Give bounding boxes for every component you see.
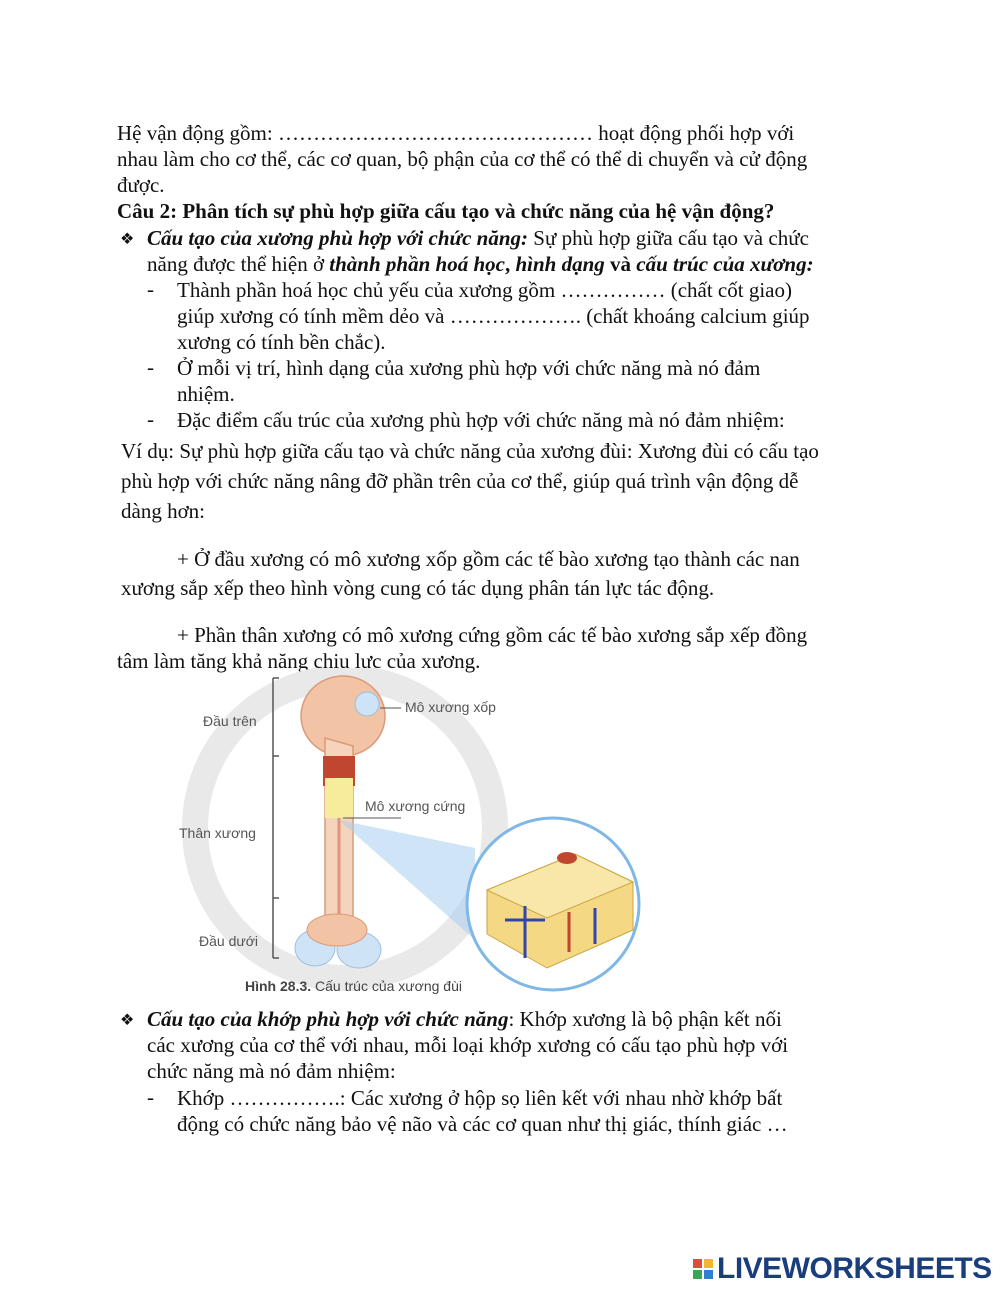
joint-heading-rest: : Khớp xương là bộ phận kết nối — [508, 1007, 782, 1031]
bone-bullet-1-line-3: xương có tính bền chắc). — [177, 330, 386, 354]
bone-line2-start: năng được thể hiện ở — [147, 252, 330, 276]
label-spongy-bone: Mô xương xốp — [405, 699, 496, 715]
separator: , — [504, 252, 516, 276]
figure-caption-text: Cấu trúc của xương đùi — [311, 978, 462, 994]
example-line-1: Ví dụ: Sự phù hợp giữa cấu tạo và chức năng của xương đùi: Xương đùi có cấu tạo — [121, 439, 819, 463]
figure-caption-number: Hình 28.3. — [245, 978, 312, 994]
joint-heading: Cấu tạo của khớp phù hợp với chức năng — [147, 1007, 509, 1031]
logo-blocks-icon — [693, 1259, 713, 1279]
example-line-2: phù hợp với chức năng nâng đỡ phần trên của cơ thể, giúp quá trình vận động dễ — [121, 469, 799, 493]
plus-2-line-2: tâm làm tăng khả năng chịu lực của xương. — [117, 649, 481, 673]
dash-bullet: - — [147, 1085, 154, 1109]
plus-1-line-2: xương sắp xếp theo hình vòng cung có tác dụng phân tán lực tác động. — [121, 576, 715, 600]
bone-heading-line-2 — [147, 251, 814, 277]
bone-heading: Cấu tạo của xương phù hợp với chức năng: — [147, 226, 529, 250]
intro-line-2: nhau làm cho cơ thể, các cơ quan, bộ phận của cơ thể có thể di chuyển và cử động — [117, 147, 808, 171]
joint-bullet-1-line-2: động có chức năng bảo vệ não và các cơ quan như thị giác, thính giác … — [177, 1112, 788, 1136]
joint-line-2: các xương của cơ thể với nhau, mỗi loại khớp xương có cấu tạo phù hợp với — [147, 1033, 789, 1057]
diamond-bullet-icon: ❖ — [120, 231, 135, 248]
and-word: và — [604, 252, 637, 276]
bone-bullet-2-line-1: Ở mỗi vị trí, hình dạng của xương phù hợp với chức năng mà nó đảm — [177, 356, 761, 380]
diamond-bullet-icon: ❖ — [120, 1012, 135, 1029]
bone-bullet-3: Đặc điểm cấu trúc của xương phù hợp với chức năng mà nó đảm nhiệm: — [177, 408, 785, 432]
shape-term: hình dạng — [515, 252, 605, 276]
structure-term: cấu trúc của xương: — [636, 252, 814, 276]
plus-1-line-1: + Ở đầu xương có mô xương xốp gồm các tế bào xương tạo thành các nan — [177, 547, 800, 571]
bone-bullet-1-line-1: Thành phần hoá học chủ yếu của xương gồm …………… (chất cốt giao) — [177, 278, 792, 302]
label-lower-end: Đầu dưới — [199, 933, 259, 949]
dash-bullet: - — [147, 277, 154, 301]
intro-line-3: được. — [117, 173, 165, 197]
intro-line-1: Hệ vận động gồm: ……………………………………… hoạt động phối hợp với — [117, 121, 795, 145]
bone-heading-rest: Sự phù hợp giữa cấu tạo và chức — [528, 226, 809, 250]
joint-heading-line — [147, 1006, 782, 1032]
bone-bullet-2-line-2: nhiệm. — [177, 382, 235, 406]
bone-heading-line — [147, 225, 809, 251]
figure-caption — [245, 978, 462, 994]
liveworksheets-logo — [693, 1252, 992, 1286]
femur-structure-figure — [175, 668, 680, 1000]
label-compact-bone: Mô xương cứng — [365, 798, 466, 814]
compact-bone-zoom — [467, 818, 639, 990]
joint-bullet-1-line-1: Khớp …………….: Các xương ở hộp sọ liên kết với nhau nhờ khớp bất — [177, 1086, 783, 1110]
plus-2-line-1: + Phần thân xương có mô xương cứng gồm các tế bào xương sắp xếp đồng — [177, 623, 808, 647]
logo-text: LIVEWORKSHEETS — [717, 1252, 992, 1285]
femur-bone — [295, 676, 385, 968]
bone-bullet-1-line-2: giúp xương có tính mềm dẻo và ………………. (chất khoáng calcium giúp — [177, 304, 810, 328]
label-shaft: Thân xương — [179, 825, 256, 841]
chemical-composition-term: thành phần hoá học — [329, 252, 505, 276]
question-2-title: Câu 2: Phân tích sự phù hợp giữa cấu tạo và chức năng của hệ vận động? — [117, 199, 775, 223]
label-upper-end: Đầu trên — [203, 713, 257, 729]
joint-line-3: chức năng mà nó đảm nhiệm: — [147, 1059, 396, 1083]
example-line-3: dàng hơn: — [121, 499, 206, 523]
dash-bullet: - — [147, 355, 154, 379]
dash-bullet: - — [147, 407, 154, 431]
